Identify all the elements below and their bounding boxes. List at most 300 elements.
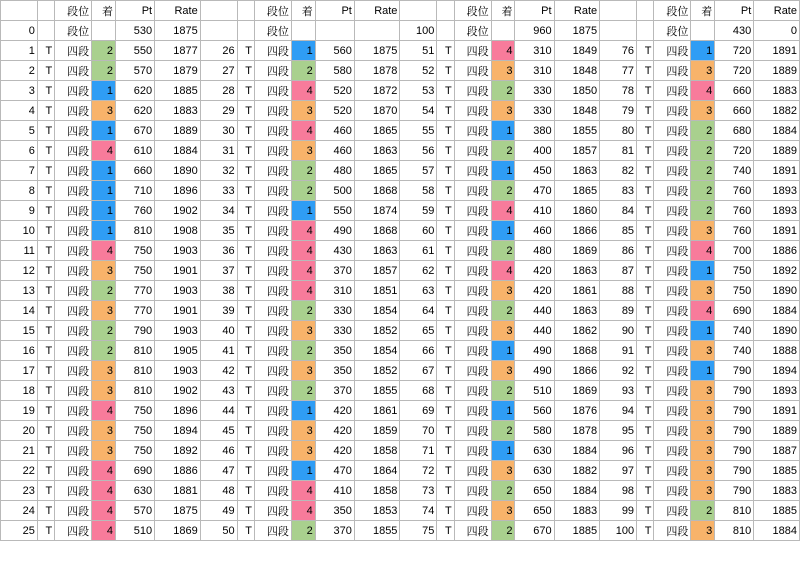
cell-index[interactable]: 57 (400, 161, 437, 181)
cell-rate[interactable]: 1868 (554, 341, 600, 361)
cell-t[interactable]: T (37, 301, 54, 321)
cell-chaku[interactable]: 4 (691, 241, 715, 261)
cell-index[interactable]: 78 (600, 81, 637, 101)
cell-chaku[interactable]: 1 (92, 181, 116, 201)
cell-index[interactable]: 47 (200, 461, 237, 481)
cell-index[interactable]: 71 (400, 441, 437, 461)
cell-rank[interactable]: 四段 (454, 381, 491, 401)
cell-pt[interactable]: 620 (116, 101, 155, 121)
cell-index[interactable]: 23 (1, 481, 38, 501)
seed-chaku-2[interactable] (491, 21, 515, 41)
cell-index[interactable]: 9 (1, 201, 38, 221)
cell-pt[interactable]: 810 (715, 501, 754, 521)
cell-rank[interactable]: 四段 (55, 281, 92, 301)
cell-pt[interactable]: 430 (315, 241, 354, 261)
cell-rate[interactable]: 1892 (155, 441, 201, 461)
cell-pt[interactable]: 510 (116, 521, 155, 541)
cell-t[interactable]: T (37, 341, 54, 361)
cell-rate[interactable]: 1849 (554, 41, 600, 61)
cell-t[interactable]: T (637, 441, 654, 461)
cell-chaku[interactable]: 4 (92, 461, 116, 481)
cell-pt[interactable]: 560 (515, 401, 554, 421)
cell-index[interactable]: 26 (200, 41, 237, 61)
cell-chaku[interactable]: 1 (92, 201, 116, 221)
cell-chaku[interactable]: 2 (291, 341, 315, 361)
cell-index[interactable]: 97 (600, 461, 637, 481)
cell-t[interactable]: T (437, 481, 454, 501)
cell-rate[interactable]: 1886 (754, 241, 800, 261)
cell-t[interactable]: T (237, 121, 254, 141)
cell-pt[interactable]: 760 (116, 201, 155, 221)
cell-rank[interactable]: 四段 (254, 461, 291, 481)
cell-rate[interactable]: 1893 (754, 181, 800, 201)
cell-t[interactable]: T (37, 181, 54, 201)
cell-index[interactable]: 29 (200, 101, 237, 121)
cell-rate[interactable]: 1866 (554, 361, 600, 381)
cell-chaku[interactable]: 2 (291, 381, 315, 401)
cell-rank[interactable]: 四段 (654, 341, 691, 361)
cell-index[interactable]: 40 (200, 321, 237, 341)
cell-rate[interactable]: 1858 (354, 441, 400, 461)
cell-rank[interactable]: 四段 (654, 361, 691, 381)
cell-rank[interactable]: 四段 (254, 521, 291, 541)
cell-rank[interactable]: 四段 (254, 441, 291, 461)
cell-t[interactable]: T (437, 401, 454, 421)
cell-pt[interactable]: 490 (315, 221, 354, 241)
seed-rate-2[interactable]: 1875 (554, 21, 600, 41)
cell-index[interactable]: 8 (1, 181, 38, 201)
cell-pt[interactable]: 810 (116, 341, 155, 361)
cell-rank[interactable]: 四段 (55, 401, 92, 421)
cell-rank[interactable]: 四段 (654, 281, 691, 301)
cell-pt[interactable]: 610 (116, 141, 155, 161)
cell-index[interactable]: 81 (600, 141, 637, 161)
cell-rank[interactable]: 四段 (254, 381, 291, 401)
cell-index[interactable]: 25 (1, 521, 38, 541)
cell-rate[interactable]: 1851 (354, 281, 400, 301)
cell-pt[interactable]: 330 (515, 81, 554, 101)
cell-rate[interactable]: 1884 (155, 141, 201, 161)
cell-t[interactable]: T (37, 81, 54, 101)
cell-rate[interactable]: 1890 (754, 321, 800, 341)
cell-index[interactable]: 54 (400, 101, 437, 121)
cell-t[interactable]: T (637, 81, 654, 101)
cell-t[interactable]: T (37, 141, 54, 161)
seed-rank-1[interactable]: 段位 (254, 21, 291, 41)
cell-rank[interactable]: 四段 (55, 521, 92, 541)
cell-t[interactable]: T (237, 441, 254, 461)
cell-t[interactable]: T (37, 501, 54, 521)
cell-rank[interactable]: 四段 (254, 41, 291, 61)
cell-pt[interactable]: 770 (116, 281, 155, 301)
cell-t[interactable]: T (637, 501, 654, 521)
cell-rank[interactable]: 四段 (55, 441, 92, 461)
cell-index[interactable]: 76 (600, 41, 637, 61)
cell-chaku[interactable]: 3 (491, 461, 515, 481)
cell-t[interactable]: T (37, 261, 54, 281)
cell-rank[interactable]: 四段 (55, 461, 92, 481)
cell-t[interactable]: T (37, 401, 54, 421)
cell-pt[interactable]: 740 (715, 161, 754, 181)
cell-pt[interactable]: 570 (116, 61, 155, 81)
cell-pt[interactable]: 580 (515, 421, 554, 441)
cell-rate[interactable]: 1863 (554, 261, 600, 281)
cell-index[interactable]: 94 (600, 401, 637, 421)
cell-rate[interactable]: 1866 (554, 221, 600, 241)
cell-rate[interactable]: 1852 (354, 321, 400, 341)
cell-rate[interactable]: 1882 (554, 461, 600, 481)
cell-pt[interactable]: 330 (315, 301, 354, 321)
cell-t[interactable]: T (437, 241, 454, 261)
cell-t[interactable]: T (237, 301, 254, 321)
cell-t[interactable]: T (237, 221, 254, 241)
cell-rate[interactable]: 1885 (754, 461, 800, 481)
cell-rate[interactable]: 1883 (754, 481, 800, 501)
cell-index[interactable]: 24 (1, 501, 38, 521)
cell-pt[interactable]: 510 (515, 381, 554, 401)
cell-pt[interactable]: 370 (315, 521, 354, 541)
cell-t[interactable]: T (437, 221, 454, 241)
cell-index[interactable]: 22 (1, 461, 38, 481)
cell-rate[interactable]: 1855 (354, 521, 400, 541)
cell-chaku[interactable]: 2 (92, 41, 116, 61)
cell-index[interactable]: 87 (600, 261, 637, 281)
cell-pt[interactable]: 810 (715, 521, 754, 541)
cell-index[interactable]: 12 (1, 261, 38, 281)
cell-index[interactable]: 28 (200, 81, 237, 101)
cell-rate[interactable]: 1848 (554, 61, 600, 81)
cell-t[interactable]: T (637, 101, 654, 121)
cell-chaku[interactable]: 3 (691, 441, 715, 461)
cell-chaku[interactable]: 2 (491, 521, 515, 541)
cell-pt[interactable]: 380 (515, 121, 554, 141)
cell-rate[interactable]: 1855 (554, 121, 600, 141)
cell-rank[interactable]: 四段 (55, 201, 92, 221)
cell-pt[interactable]: 790 (715, 461, 754, 481)
cell-rank[interactable]: 四段 (654, 401, 691, 421)
cell-index[interactable]: 59 (400, 201, 437, 221)
cell-rate[interactable]: 1889 (754, 61, 800, 81)
seed-chaku-1[interactable] (291, 21, 315, 41)
cell-t[interactable]: T (637, 281, 654, 301)
cell-rate[interactable]: 1875 (155, 501, 201, 521)
cell-pt[interactable]: 650 (515, 481, 554, 501)
seed-pt-2[interactable]: 960 (515, 21, 554, 41)
cell-rank[interactable]: 四段 (254, 341, 291, 361)
cell-t[interactable]: T (437, 61, 454, 81)
cell-chaku[interactable]: 1 (491, 341, 515, 361)
cell-index[interactable]: 70 (400, 421, 437, 441)
cell-index[interactable]: 43 (200, 381, 237, 401)
cell-rate[interactable]: 1869 (155, 521, 201, 541)
cell-rate[interactable]: 1902 (155, 201, 201, 221)
cell-chaku[interactable]: 4 (491, 201, 515, 221)
cell-chaku[interactable]: 2 (691, 161, 715, 181)
cell-rate[interactable]: 1885 (554, 521, 600, 541)
cell-chaku[interactable]: 2 (491, 181, 515, 201)
cell-rank[interactable]: 四段 (454, 481, 491, 501)
cell-rate[interactable]: 1859 (354, 421, 400, 441)
cell-t[interactable]: T (237, 421, 254, 441)
cell-pt[interactable]: 420 (515, 281, 554, 301)
cell-index[interactable]: 15 (1, 321, 38, 341)
cell-t[interactable]: T (637, 461, 654, 481)
cell-t[interactable]: T (37, 421, 54, 441)
cell-rank[interactable]: 四段 (654, 121, 691, 141)
cell-t[interactable]: T (237, 141, 254, 161)
cell-rank[interactable]: 四段 (654, 81, 691, 101)
cell-rank[interactable]: 四段 (254, 421, 291, 441)
cell-pt[interactable]: 420 (315, 441, 354, 461)
cell-rank[interactable]: 四段 (454, 201, 491, 221)
cell-rate[interactable]: 1855 (354, 381, 400, 401)
cell-chaku[interactable]: 2 (491, 421, 515, 441)
cell-t[interactable]: T (37, 281, 54, 301)
cell-rate[interactable]: 1888 (754, 341, 800, 361)
cell-rate[interactable]: 1875 (354, 41, 400, 61)
cell-index[interactable]: 89 (600, 301, 637, 321)
cell-t[interactable]: T (237, 201, 254, 221)
cell-pt[interactable]: 620 (116, 81, 155, 101)
cell-rank[interactable]: 四段 (254, 501, 291, 521)
cell-rank[interactable]: 四段 (55, 41, 92, 61)
cell-rate[interactable]: 1892 (754, 261, 800, 281)
cell-pt[interactable]: 400 (515, 141, 554, 161)
cell-rate[interactable]: 1903 (155, 361, 201, 381)
cell-index[interactable]: 50 (200, 521, 237, 541)
cell-index[interactable]: 39 (200, 301, 237, 321)
cell-rank[interactable]: 四段 (55, 241, 92, 261)
cell-chaku[interactable]: 3 (291, 141, 315, 161)
cell-index[interactable]: 30 (200, 121, 237, 141)
cell-index[interactable]: 72 (400, 461, 437, 481)
seed-pt-0[interactable]: 530 (116, 21, 155, 41)
cell-pt[interactable]: 770 (116, 301, 155, 321)
cell-rank[interactable]: 四段 (254, 361, 291, 381)
cell-t[interactable]: T (637, 321, 654, 341)
cell-rank[interactable]: 四段 (454, 301, 491, 321)
cell-t[interactable]: T (37, 41, 54, 61)
cell-chaku[interactable]: 2 (92, 281, 116, 301)
cell-chaku[interactable]: 4 (92, 521, 116, 541)
cell-chaku[interactable]: 3 (691, 101, 715, 121)
cell-pt[interactable]: 420 (515, 261, 554, 281)
cell-index[interactable]: 58 (400, 181, 437, 201)
cell-chaku[interactable]: 3 (291, 441, 315, 461)
cell-rank[interactable]: 四段 (454, 101, 491, 121)
cell-chaku[interactable]: 4 (291, 121, 315, 141)
cell-rank[interactable]: 四段 (654, 501, 691, 521)
cell-rank[interactable]: 四段 (454, 321, 491, 341)
cell-index[interactable]: 61 (400, 241, 437, 261)
cell-rank[interactable]: 四段 (254, 161, 291, 181)
cell-index[interactable]: 3 (1, 81, 38, 101)
cell-pt[interactable]: 410 (315, 481, 354, 501)
cell-t[interactable]: T (237, 241, 254, 261)
cell-pt[interactable]: 470 (515, 181, 554, 201)
cell-chaku[interactable]: 1 (92, 221, 116, 241)
cell-index[interactable]: 55 (400, 121, 437, 141)
cell-pt[interactable]: 750 (116, 441, 155, 461)
cell-index[interactable]: 92 (600, 361, 637, 381)
cell-rate[interactable]: 1878 (354, 61, 400, 81)
cell-chaku[interactable]: 2 (491, 81, 515, 101)
cell-pt[interactable]: 490 (515, 341, 554, 361)
cell-rate[interactable]: 1891 (754, 401, 800, 421)
cell-rate[interactable]: 1848 (554, 101, 600, 121)
cell-pt[interactable]: 310 (515, 41, 554, 61)
cell-rate[interactable]: 1883 (754, 81, 800, 101)
cell-chaku[interactable]: 4 (92, 481, 116, 501)
cell-index[interactable]: 2 (1, 61, 38, 81)
cell-rank[interactable]: 四段 (454, 161, 491, 181)
cell-rank[interactable]: 四段 (55, 381, 92, 401)
cell-rate[interactable]: 1865 (554, 181, 600, 201)
cell-index[interactable]: 69 (400, 401, 437, 421)
cell-chaku[interactable]: 3 (491, 501, 515, 521)
cell-pt[interactable]: 790 (715, 401, 754, 421)
cell-rank[interactable]: 四段 (55, 161, 92, 181)
cell-t[interactable]: T (637, 381, 654, 401)
cell-rate[interactable]: 1908 (155, 221, 201, 241)
cell-pt[interactable]: 450 (515, 161, 554, 181)
cell-rank[interactable]: 四段 (454, 441, 491, 461)
cell-rank[interactable]: 四段 (454, 241, 491, 261)
cell-chaku[interactable]: 3 (491, 321, 515, 341)
cell-rate[interactable]: 1884 (754, 121, 800, 141)
cell-rank[interactable]: 四段 (654, 441, 691, 461)
cell-t[interactable]: T (637, 121, 654, 141)
cell-t[interactable]: T (637, 61, 654, 81)
cell-index[interactable]: 11 (1, 241, 38, 261)
cell-chaku[interactable]: 2 (291, 181, 315, 201)
cell-t[interactable]: T (637, 341, 654, 361)
cell-rate[interactable]: 1857 (354, 261, 400, 281)
cell-pt[interactable]: 330 (315, 321, 354, 341)
cell-t[interactable]: T (637, 161, 654, 181)
cell-index[interactable]: 66 (400, 341, 437, 361)
cell-rank[interactable]: 四段 (55, 101, 92, 121)
cell-pt[interactable]: 750 (715, 261, 754, 281)
cell-t[interactable]: T (637, 401, 654, 421)
cell-chaku[interactable]: 3 (691, 461, 715, 481)
cell-index[interactable]: 19 (1, 401, 38, 421)
cell-rate[interactable]: 1889 (754, 421, 800, 441)
cell-chaku[interactable]: 3 (92, 441, 116, 461)
cell-rank[interactable]: 四段 (55, 501, 92, 521)
cell-index[interactable]: 52 (400, 61, 437, 81)
cell-t[interactable]: T (437, 81, 454, 101)
cell-chaku[interactable]: 2 (491, 301, 515, 321)
seed-rate-1[interactable] (354, 21, 400, 41)
cell-rank[interactable]: 四段 (254, 241, 291, 261)
cell-index[interactable]: 32 (200, 161, 237, 181)
cell-rank[interactable]: 四段 (55, 321, 92, 341)
cell-chaku[interactable]: 1 (491, 221, 515, 241)
cell-pt[interactable]: 810 (116, 361, 155, 381)
cell-rank[interactable]: 四段 (654, 181, 691, 201)
cell-pt[interactable]: 670 (515, 521, 554, 541)
cell-index[interactable]: 17 (1, 361, 38, 381)
cell-t[interactable]: T (237, 281, 254, 301)
cell-pt[interactable]: 750 (116, 421, 155, 441)
cell-chaku[interactable]: 3 (92, 261, 116, 281)
cell-rate[interactable]: 1863 (354, 241, 400, 261)
cell-chaku[interactable]: 2 (92, 61, 116, 81)
cell-rank[interactable]: 四段 (454, 141, 491, 161)
cell-index[interactable]: 13 (1, 281, 38, 301)
cell-rate[interactable]: 1884 (754, 301, 800, 321)
cell-pt[interactable]: 460 (515, 221, 554, 241)
cell-index[interactable]: 10 (1, 221, 38, 241)
cell-t[interactable]: T (237, 481, 254, 501)
cell-rank[interactable]: 四段 (654, 381, 691, 401)
cell-pt[interactable]: 790 (116, 321, 155, 341)
cell-rate[interactable]: 1865 (354, 161, 400, 181)
cell-t[interactable]: T (637, 521, 654, 541)
cell-index[interactable]: 84 (600, 201, 637, 221)
cell-rate[interactable]: 1874 (354, 201, 400, 221)
cell-index[interactable]: 31 (200, 141, 237, 161)
cell-pt[interactable]: 750 (715, 281, 754, 301)
cell-rate[interactable]: 1857 (554, 141, 600, 161)
cell-rate[interactable]: 1869 (554, 241, 600, 261)
seed-t-2[interactable] (437, 21, 454, 41)
cell-t[interactable]: T (237, 161, 254, 181)
cell-t[interactable]: T (637, 41, 654, 61)
cell-rank[interactable]: 四段 (654, 161, 691, 181)
cell-index[interactable]: 53 (400, 81, 437, 101)
cell-pt[interactable]: 650 (515, 501, 554, 521)
cell-chaku[interactable]: 4 (691, 301, 715, 321)
cell-rank[interactable]: 四段 (254, 281, 291, 301)
cell-index[interactable]: 99 (600, 501, 637, 521)
cell-pt[interactable]: 750 (116, 261, 155, 281)
cell-rank[interactable]: 四段 (55, 261, 92, 281)
cell-rank[interactable]: 四段 (254, 261, 291, 281)
cell-t[interactable]: T (437, 41, 454, 61)
cell-pt[interactable]: 550 (315, 201, 354, 221)
cell-index[interactable]: 73 (400, 481, 437, 501)
cell-rank[interactable]: 四段 (254, 101, 291, 121)
cell-rate[interactable]: 1864 (354, 461, 400, 481)
cell-rank[interactable]: 四段 (55, 221, 92, 241)
cell-t[interactable]: T (37, 481, 54, 501)
cell-index[interactable]: 49 (200, 501, 237, 521)
cell-index[interactable]: 4 (1, 101, 38, 121)
cell-chaku[interactable]: 1 (92, 161, 116, 181)
cell-pt[interactable]: 480 (315, 161, 354, 181)
cell-rate[interactable]: 1891 (754, 221, 800, 241)
cell-rate[interactable]: 1885 (754, 501, 800, 521)
cell-rank[interactable]: 四段 (654, 41, 691, 61)
cell-pt[interactable]: 690 (715, 301, 754, 321)
cell-pt[interactable]: 630 (515, 441, 554, 461)
cell-rate[interactable]: 1884 (554, 481, 600, 501)
cell-rate[interactable]: 1861 (554, 281, 600, 301)
cell-rank[interactable]: 四段 (55, 421, 92, 441)
cell-t[interactable]: T (237, 401, 254, 421)
cell-t[interactable]: T (37, 361, 54, 381)
cell-t[interactable]: T (37, 121, 54, 141)
cell-chaku[interactable]: 3 (691, 421, 715, 441)
cell-t[interactable]: T (37, 61, 54, 81)
cell-rank[interactable]: 四段 (55, 61, 92, 81)
cell-rank[interactable]: 四段 (454, 121, 491, 141)
cell-rate[interactable]: 1862 (554, 321, 600, 341)
cell-index[interactable]: 46 (200, 441, 237, 461)
cell-rate[interactable]: 1901 (155, 301, 201, 321)
